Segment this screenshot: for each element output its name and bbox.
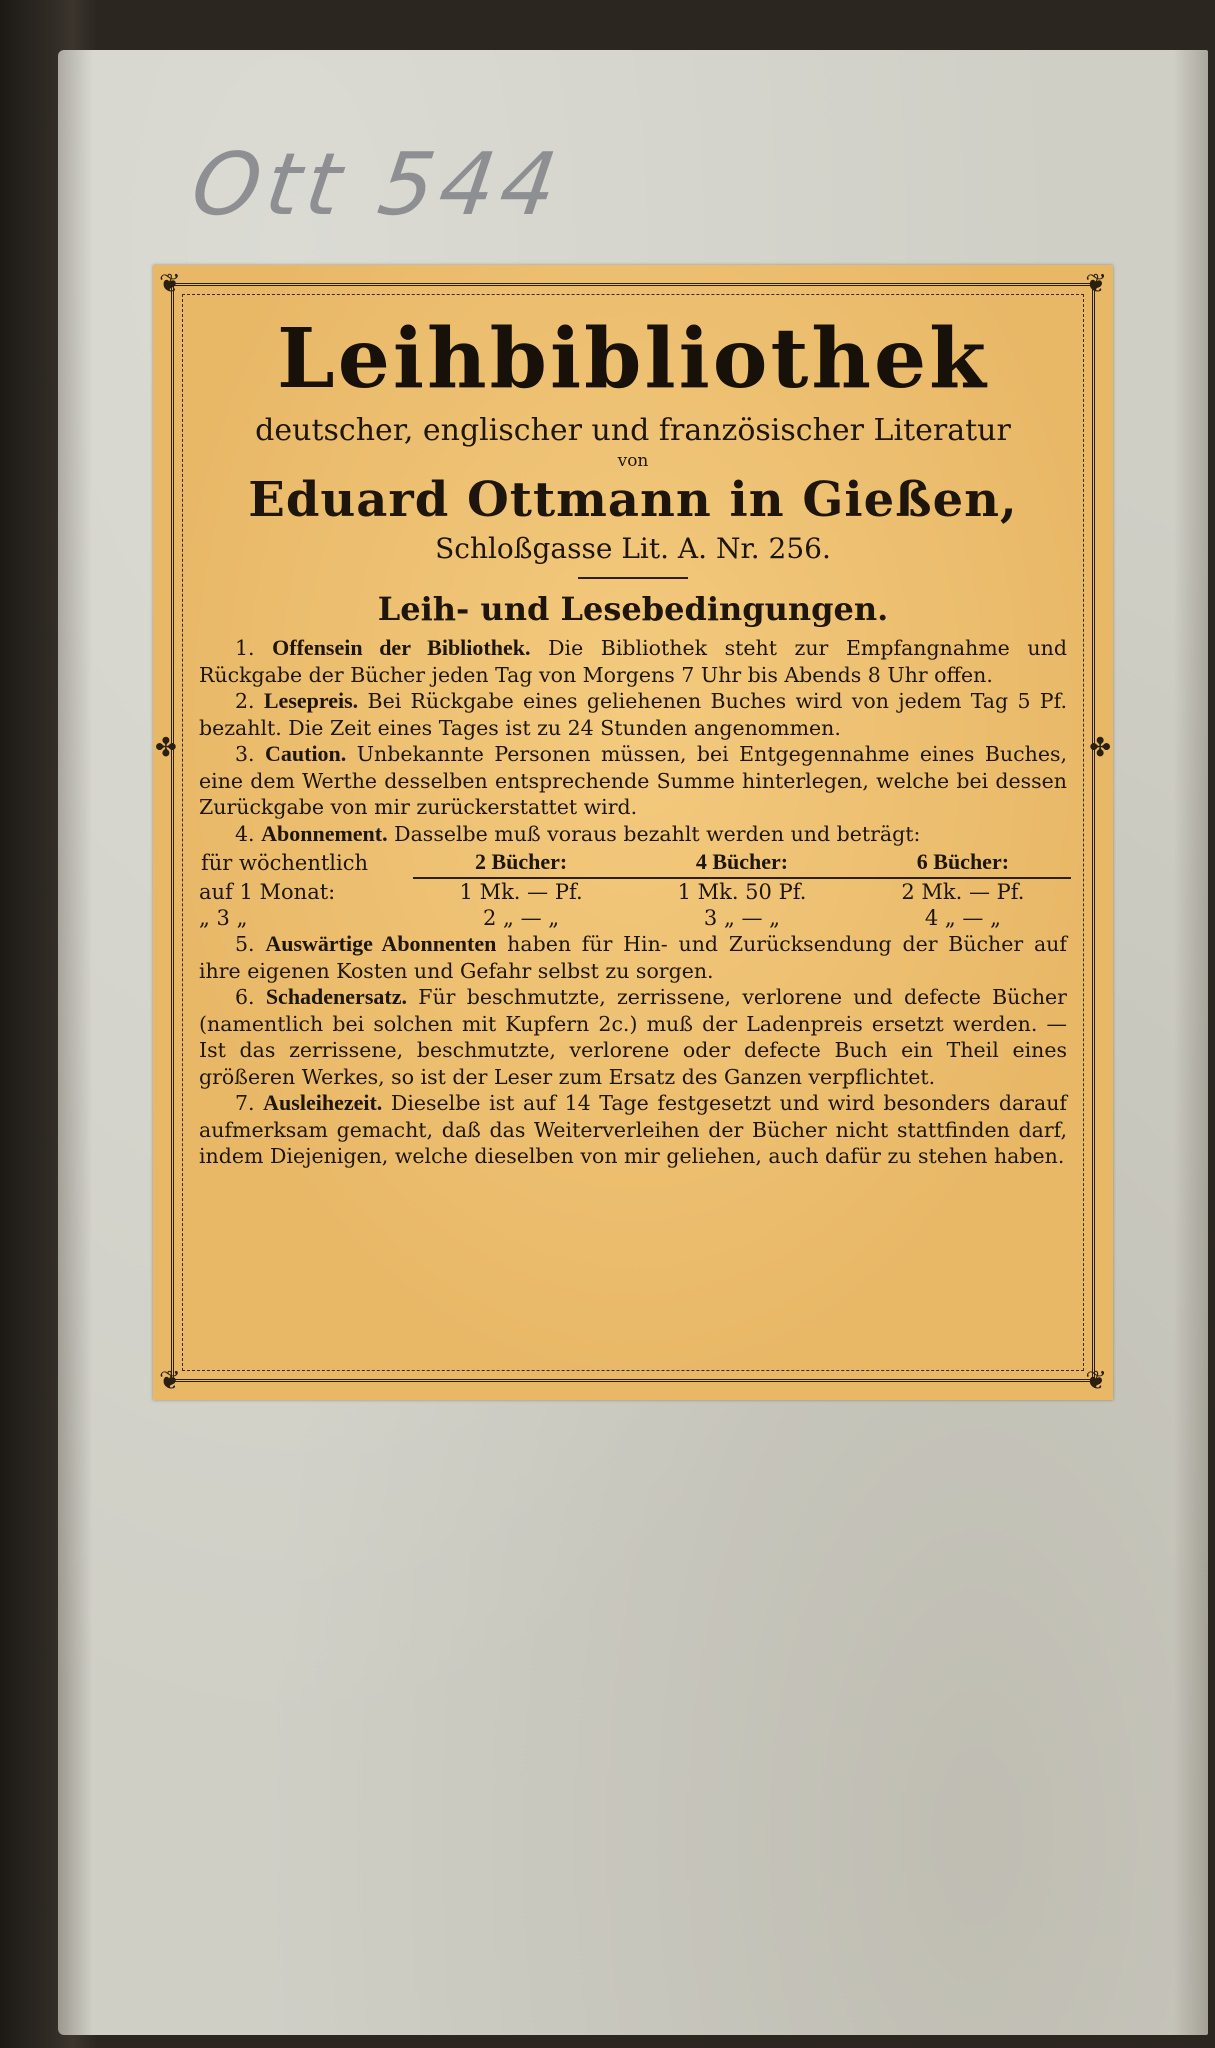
owner-name: Eduard Ottmann in Gießen, xyxy=(248,472,1018,528)
owner-address: Schloßgasse Lit. A. Nr. 256. xyxy=(435,532,831,565)
item-text: haben für Hin- und Zurücksendung der Bücher auf ihre eigenen Kosten und Gefahr selbst zu sorgen. xyxy=(199,932,1067,983)
price-col-header: 6 Bücher: xyxy=(855,849,1071,878)
item-heading: Ausleihezeit. xyxy=(263,1090,383,1115)
item-heading: Schadenersatz. xyxy=(265,984,407,1009)
price-cell: 3 „ — „ xyxy=(703,906,781,930)
endpaper xyxy=(58,50,1208,2035)
condition-item xyxy=(195,635,1071,688)
corner-ornament-icon: ❦ xyxy=(1085,269,1107,299)
price-row-label-header: für wöchentlich xyxy=(201,850,369,875)
price-cell: 2 „ — „ xyxy=(483,906,560,930)
corner-ornament-icon: ❦ xyxy=(159,269,181,299)
item-number: 4. xyxy=(235,821,255,846)
price-cell: 4 „ — „ xyxy=(924,906,1001,930)
item-heading: Auswärtige Abonnenten xyxy=(265,931,497,956)
label-von: von xyxy=(617,451,649,471)
label-content xyxy=(195,305,1071,1170)
item-text: Für beschmutzte, zerrissene, verlorene und defecte Bücher (namentlich bei solchen mit Kupfern 2c.) muß der Ladenpreis ersetzt werden. — Ist das zerrissene, beschmutzte, verlorene oder defecte Buch ein Theil eines größeren Werkes, so ist der Leser zum Ersatz des Ganzen verpflichtet. xyxy=(199,985,1067,1089)
price-row xyxy=(195,878,1071,905)
side-ornament-icon: ✤ xyxy=(1089,733,1111,763)
divider xyxy=(578,577,688,579)
item-text: Dieselbe ist auf 14 Tage festgesetzt und wird besonders darauf aufmerksam gemacht, daß das Weiterverleihen der Bücher nicht stattfinden darf, indem Diejenigen, welche dieselben von mir geliehen, auch dafür zu stehen haben. xyxy=(199,1091,1067,1168)
price-table-header xyxy=(195,849,1071,878)
price-cell: 2 Mk. — Pf. xyxy=(901,880,1025,904)
item-number: 2. xyxy=(235,689,255,713)
item-heading: Caution. xyxy=(265,741,347,766)
label-subtitle: deutscher, englischer und französischer Literatur xyxy=(255,413,1011,448)
library-label xyxy=(153,265,1113,1400)
conditions-title: Leih- und Lesebedingungen. xyxy=(377,590,889,628)
item-text: Bei Rückgabe eines geliehenen Buches wird von jedem Tag 5 Pf. bezahlt. Die Zeit eines Tages ist zu 24 Stunden angenommen. xyxy=(199,689,1067,740)
item-number: 7. xyxy=(235,1091,255,1115)
price-row-label: „ 3 „ xyxy=(199,906,248,930)
side-ornament-icon: ✤ xyxy=(155,733,177,763)
label-title: Leihbibliothek xyxy=(277,311,989,407)
item-number: 5. xyxy=(235,932,255,956)
item-heading: Lesepreis. xyxy=(263,688,359,713)
item-text: Unbekannte Personen müssen, bei Entgegennahme eines Buches, eine dem Werthe desselben entsprechende Summe hinterlegen, welche bei dessen Zurückgabe von mir zurückerstattet wird. xyxy=(199,742,1067,819)
corner-ornament-icon: ❦ xyxy=(159,1366,181,1396)
price-row-label: auf 1 Monat: xyxy=(199,879,336,904)
price-table xyxy=(195,849,1071,931)
handwritten-shelfmark: Ott 544 xyxy=(185,135,569,235)
item-text: Die Bibliothek steht zur Empfangnahme und Rückgabe der Bücher jeden Tag von Morgens 7 Uhr bis Abends 8 Uhr offen. xyxy=(199,636,1067,687)
price-col-header: 4 Bücher: xyxy=(629,849,855,878)
condition-item xyxy=(195,931,1071,984)
item-number: 6. xyxy=(235,985,255,1009)
corner-ornament-icon: ❦ xyxy=(1085,1366,1107,1396)
condition-item xyxy=(195,1090,1071,1170)
item-number: 3. xyxy=(235,742,255,766)
item-text: Dasselbe muß voraus bezahlt werden und beträgt: xyxy=(394,821,921,846)
price-col-header: 2 Bücher: xyxy=(413,849,629,878)
price-cell: 1 Mk. — Pf. xyxy=(459,880,583,904)
item-heading: Offensein der Bibliothek. xyxy=(272,635,531,660)
item-heading: Abonnement. xyxy=(261,820,388,846)
condition-item xyxy=(195,688,1071,741)
item-number: 1. xyxy=(235,636,255,660)
condition-item xyxy=(195,984,1071,1090)
condition-item xyxy=(195,741,1071,821)
price-cell: 1 Mk. 50 Pf. xyxy=(677,880,807,904)
condition-item xyxy=(195,821,1071,848)
price-row xyxy=(195,905,1071,931)
